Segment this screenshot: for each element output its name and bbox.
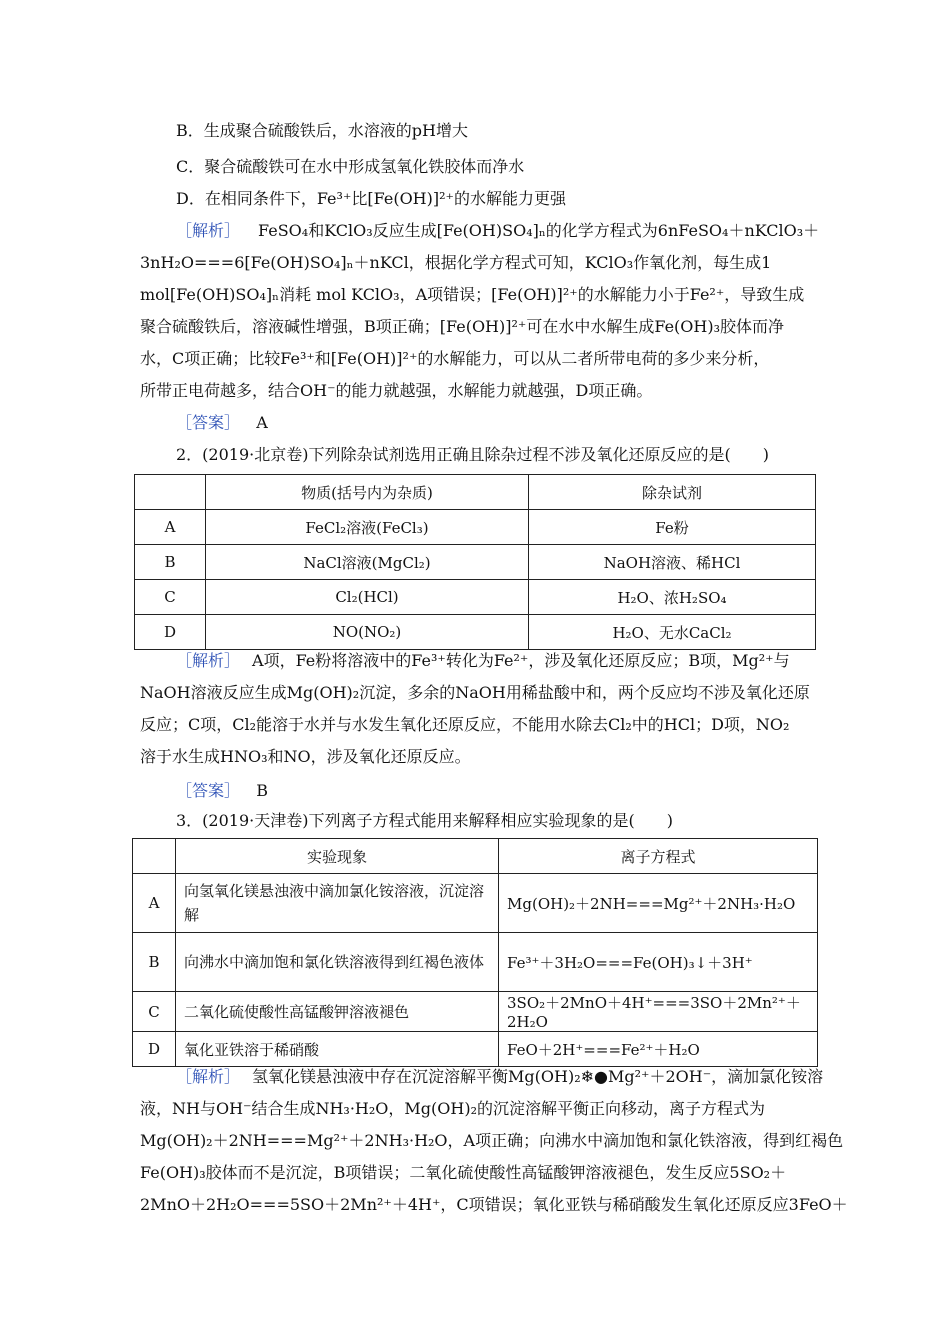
table-row	[133, 933, 818, 992]
row-label: D	[133, 1032, 176, 1067]
substance-cell: Cl₂(HCl)	[206, 580, 529, 615]
option-c: C．聚合硫酸铁可在水中形成氢氧化铁胶体而净水	[176, 157, 525, 176]
analysis-line: FeSO₄和KClO₃反应生成[Fe(OH)SO₄]ₙ的化学方程式为6nFeSO₄＋nKClO₃＋	[258, 221, 820, 240]
table-header-cell	[133, 839, 176, 874]
phenomenon-cell: 向沸水中滴加饱和氯化铁溶液得到红褐色液体	[176, 933, 499, 992]
equation-cell: FeO＋2H⁺===Fe²⁺＋H₂O	[499, 1032, 818, 1067]
analysis-tag: ［解析］	[176, 1067, 241, 1086]
question-2-stem: 2．(2019·北京卷)下列除杂试剂选用正确且除杂过程不涉及氧化还原反应的是( )	[176, 445, 769, 464]
table-row	[133, 992, 818, 1032]
row-label: A	[135, 510, 206, 545]
table-header-cell	[135, 475, 206, 510]
analysis-line: 溶于水生成HNO₃和NO，涉及氧化还原反应。	[140, 747, 471, 766]
table-row	[135, 580, 816, 615]
reagent-cell: H₂O、浓H₂SO₄	[529, 580, 816, 615]
table-header-row	[135, 475, 816, 510]
question-2-table	[134, 474, 816, 650]
answer-1	[176, 412, 268, 434]
answer-value: B	[256, 781, 268, 800]
row-label: B	[133, 933, 176, 992]
analysis-line: 氢氧化镁悬浊液中存在沉淀溶解平衡Mg(OH)₂❄●Mg²⁺＋2OH⁻，滴加氯化铵溶	[252, 1067, 824, 1086]
analysis-line: 2MnO＋2H₂O===5SO＋2Mn²⁺＋4H⁺，C项错误；氧化亚铁与稀硝酸发生氧化还原反应3FeO＋	[140, 1195, 848, 1214]
option-d: D．在相同条件下，Fe³⁺比[Fe(OH)]²⁺的水解能力更强	[176, 189, 566, 208]
table-row	[135, 545, 816, 580]
analysis-tag: ［解析］	[176, 221, 241, 240]
phenomenon-cell: 向氢氧化镁悬浊液中滴加氯化铵溶液，沉淀溶解	[176, 874, 499, 933]
substance-cell: NO(NO₂)	[206, 615, 529, 650]
table-row	[135, 615, 816, 650]
table-row	[133, 1032, 818, 1067]
table-header-row	[133, 839, 818, 874]
answer-tag: ［答案］	[176, 781, 241, 800]
row-label: D	[135, 615, 206, 650]
equation-cell: Fe³⁺＋3H₂O===Fe(OH)₃↓＋3H⁺	[499, 933, 818, 992]
option-b: B．生成聚合硫酸铁后，水溶液的pH增大	[176, 121, 468, 140]
table-header-cell: 物质(括号内为杂质)	[206, 475, 529, 510]
reagent-cell: NaOH溶液、稀HCl	[529, 545, 816, 580]
equation-cell: 3SO₂＋2MnO＋4H⁺===3SO＋2Mn²⁺＋2H₂O	[499, 992, 818, 1032]
analysis-tag: ［解析］	[176, 651, 241, 670]
analysis-line: 3nH₂O===6[Fe(OH)SO₄]ₙ＋nKCl，根据化学方程式可知，KClO₃作氧化剂，每生成1	[140, 253, 772, 272]
analysis-line: 所带正电荷越多，结合OH⁻的能力就越强，水解能力就越强，D项正确。	[140, 381, 653, 400]
answer-tag: ［答案］	[176, 413, 241, 432]
table-header-cell: 实验现象	[176, 839, 499, 874]
analysis-line: 液，NH与OH⁻结合生成NH₃·H₂O，Mg(OH)₂的沉淀溶解平衡正向移动，离子方程式为	[140, 1099, 766, 1118]
analysis-line: 反应；C项，Cl₂能溶于水并与水发生氧化还原反应，不能用水除去Cl₂中的HCl；D项，NO₂	[140, 715, 790, 734]
row-label: C	[133, 992, 176, 1032]
analysis-line: 水，C项正确；比较Fe³⁺和[Fe(OH)]²⁺的水解能力，可以从二者所带电荷的多少来分析，	[140, 349, 770, 368]
row-label: B	[135, 545, 206, 580]
table-header-cell: 离子方程式	[499, 839, 818, 874]
table-header-cell: 除杂试剂	[529, 475, 816, 510]
phenomenon-cell: 二氧化硫使酸性高锰酸钾溶液褪色	[176, 992, 499, 1032]
row-label: A	[133, 874, 176, 933]
table-row	[135, 510, 816, 545]
substance-cell: FeCl₂溶液(FeCl₃)	[206, 510, 529, 545]
analysis-line: 聚合硫酸铁后，溶液碱性增强，B项正确；[Fe(OH)]²⁺可在水中水解生成Fe(OH)₃胶体而净	[140, 317, 785, 336]
analysis-line: Fe(OH)₃胶体而不是沉淀，B项错误；二氧化硫使酸性高锰酸钾溶液褪色，发生反应5SO₂＋	[140, 1163, 787, 1182]
analysis-line: A项，Fe粉将溶液中的Fe³⁺转化为Fe²⁺，涉及氧化还原反应；B项，Mg²⁺与	[252, 651, 790, 670]
question-3-stem: 3．(2019·天津卷)下列离子方程式能用来解释相应实验现象的是( )	[176, 811, 673, 830]
answer-2	[176, 780, 268, 802]
equation-cell: Mg(OH)₂＋2NH===Mg²⁺＋2NH₃·H₂O	[499, 874, 818, 933]
analysis-line: Mg(OH)₂＋2NH===Mg²⁺＋2NH₃·H₂O，A项正确；向沸水中滴加饱和氯化铁溶液，得到红褐色	[140, 1131, 844, 1150]
phenomenon-cell: 氧化亚铁溶于稀硝酸	[176, 1032, 499, 1067]
question-3-table	[132, 838, 818, 1067]
table-row	[133, 874, 818, 933]
answer-value: A	[256, 413, 268, 432]
analysis-line: mol[Fe(OH)SO₄]ₙ消耗 mol KClO₃，A项错误；[Fe(OH)]²⁺的水解能力小于Fe²⁺，导致生成	[140, 285, 805, 304]
substance-cell: NaCl溶液(MgCl₂)	[206, 545, 529, 580]
reagent-cell: Fe粉	[529, 510, 816, 545]
reagent-cell: H₂O、无水CaCl₂	[529, 615, 816, 650]
row-label: C	[135, 580, 206, 615]
analysis-line: NaOH溶液反应生成Mg(OH)₂沉淀，多余的NaOH用稀盐酸中和，两个反应均不涉及氧化还原	[140, 683, 810, 702]
